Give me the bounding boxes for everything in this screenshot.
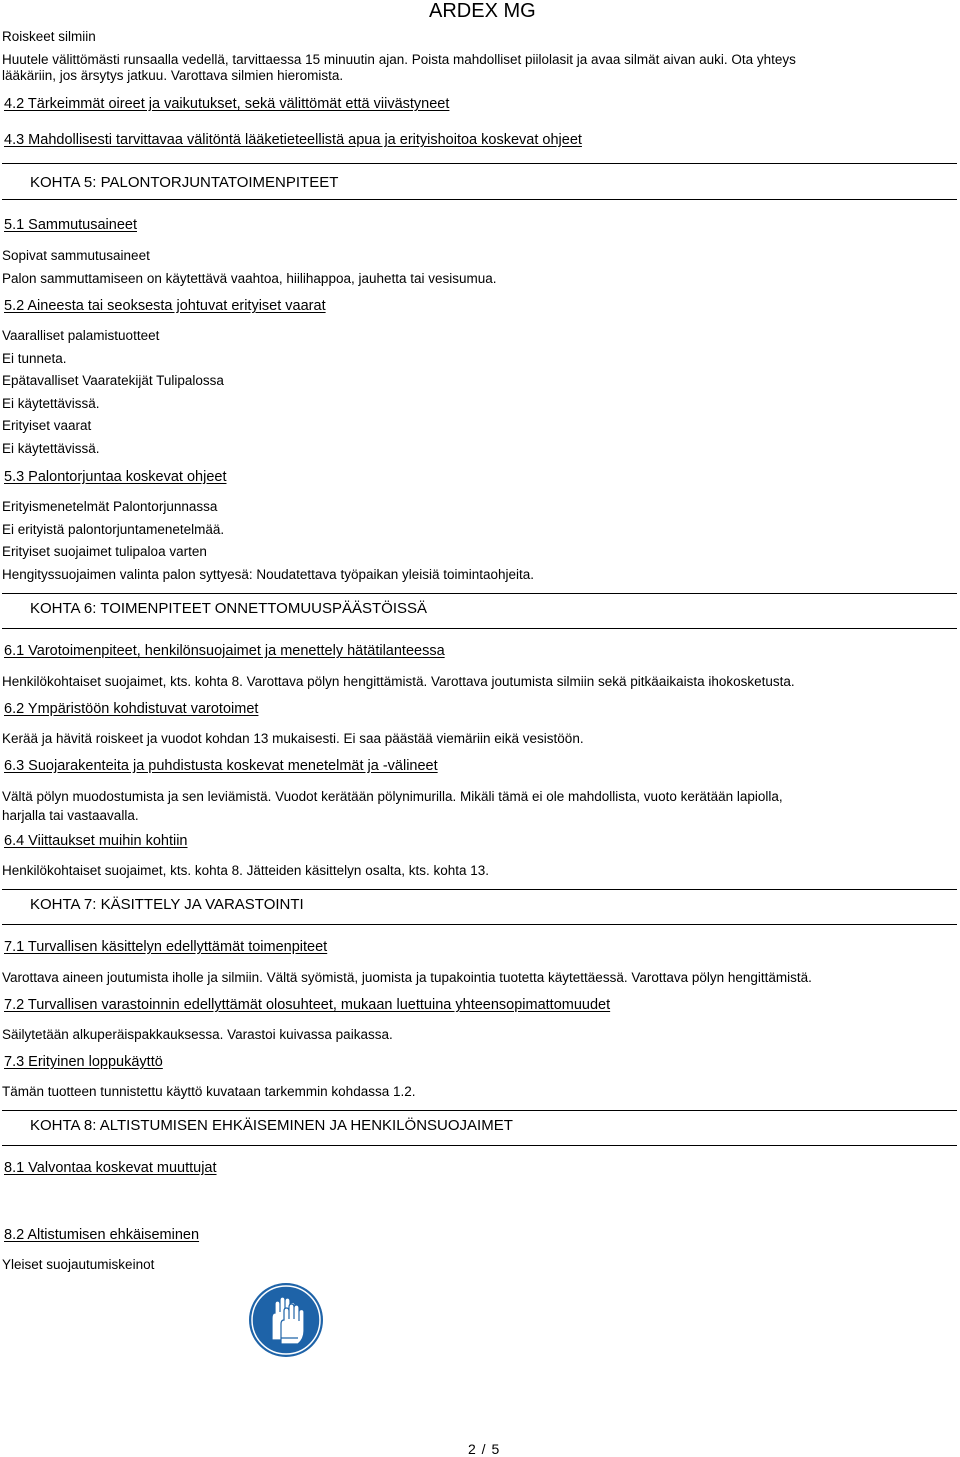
gloves-mandatory-sign-icon — [248, 1282, 324, 1358]
heading-4-2: 4.2 Tärkeimmät oireet ja vaikutukset, sekä välittömät että viivästyneet — [4, 96, 450, 112]
heading-6-3: 6.3 Suojarakenteita ja puhdistusta koskevat menetelmät ja -välineet — [4, 758, 438, 774]
section-8-title: KOHTA 8: ALTISTUMISEN EHKÄISEMINEN JA HENKILÖNSUOJAIMET — [30, 1117, 513, 1134]
heading-8-2: 8.2 Altistumisen ehkäiseminen — [4, 1227, 200, 1243]
text-7-1: Varottava aineen joutumista iholle ja silmiin. Vältä syömistä, juomista ja tupakointia tuotetta käytettäessä. Varottava pölyn hengittämistä. — [2, 970, 812, 985]
section-5-top-rule — [2, 163, 957, 164]
text-6-3-line-2: harjalla tai vastaavalla. — [2, 808, 139, 823]
menetelmat-label: Erityismenetelmät Palontorjunnassa — [2, 499, 218, 514]
vaaralliset-text: Ei tunneta. — [2, 351, 67, 366]
vaaralliset-label: Vaaralliset palamistuotteet — [2, 328, 160, 343]
heading-7-1: 7.1 Turvallisen käsittelyn edellyttämät toimenpiteet — [4, 939, 328, 955]
yleiset-label: Yleiset suojautumiskeinot — [2, 1257, 155, 1272]
section-5-bottom-rule — [2, 199, 957, 200]
epatavalliset-label: Epätavalliset Vaaratekijät Tulipalossa — [2, 373, 224, 388]
sopivat-text: Palon sammuttamiseen on käytettävä vaahtoa, hiilihappoa, jauhetta tai vesisumua. — [2, 271, 497, 286]
section-7-top-rule — [2, 889, 957, 890]
sopivat-label: Sopivat sammutusaineet — [2, 248, 150, 263]
section-8-top-rule — [2, 1110, 957, 1111]
epatavalliset-text: Ei käytettävissä. — [2, 396, 100, 411]
heading-6-2: 6.2 Ympäristöön kohdistuvat varotoimet — [4, 701, 259, 717]
section-7-title: KOHTA 7: KÄSITTELY JA VARASTOINTI — [30, 896, 304, 913]
suojaimet-label: Erityiset suojaimet tulipaloa varten — [2, 544, 207, 559]
text-6-2: Kerää ja hävitä roiskeet ja vuodot kohdan 13 mukaisesti. Ei saa päästää viemäriin eikä vesistöön. — [2, 731, 584, 746]
heading-8-1: 8.1 Valvontaa koskevat muuttujat — [4, 1160, 217, 1176]
suojaimet-text: Hengityssuojaimen valinta palon syttyesä: Noudatettava työpaikan yleisiä toimintaohjeita. — [2, 567, 535, 582]
heading-6-1: 6.1 Varotoimenpiteet, henkilönsuojaimet ja menettely hätätilanteessa — [4, 643, 445, 659]
erityiset-text: Ei käytettävissä. — [2, 441, 100, 456]
page-number: 2 / 5 — [468, 1441, 501, 1457]
erityiset-label: Erityiset vaarat — [2, 418, 92, 433]
company-name: ARDEX MG — [429, 0, 536, 22]
eye-text-line-1: Huutele välittömästi runsaalla vedellä, tarvittaessa 15 minuutin ajan. Poista mahdolliset piilolasit ja avaa silmät aivan auki. Ota yhteys — [2, 52, 796, 67]
section-6-bottom-rule — [2, 628, 957, 629]
section-7-bottom-rule — [2, 924, 957, 925]
heading-5-2: 5.2 Aineesta tai seoksesta johtuvat erityiset vaarat — [4, 298, 326, 314]
eye-text-line-2: lääkäriin, jos ärsytys jatkuu. Varottava silmien hieromista. — [2, 68, 344, 83]
menetelmat-text: Ei erityistä palontorjuntamenetelmää. — [2, 522, 225, 537]
section-6-title: KOHTA 6: TOIMENPITEET ONNETTOMUUSPÄÄSTÖISSÄ — [30, 600, 428, 617]
heading-5-3: 5.3 Palontorjuntaa koskevat ohjeet — [4, 469, 227, 485]
text-6-4: Henkilökohtaiset suojaimet, kts. kohta 8. Jätteiden käsittelyn osalta, kts. kohta 13. — [2, 863, 490, 878]
heading-5-1: 5.1 Sammutusaineet — [4, 217, 137, 233]
eye-label: Roiskeet silmiin — [2, 29, 96, 44]
section-8-bottom-rule — [2, 1145, 957, 1146]
text-7-3: Tämän tuotteen tunnistettu käyttö kuvataan tarkemmin kohdassa 1.2. — [2, 1084, 416, 1099]
heading-4-3: 4.3 Mahdollisesti tarvittavaa välitöntä lääketieteellistä apua ja erityishoitoa koskevat ohjeet — [4, 132, 582, 148]
text-6-1: Henkilökohtaiset suojaimet, kts. kohta 8. Varottava pölyn hengittämistä. Varottava joutumista silmiin sekä pitkäaikaista ihokosketusta. — [2, 674, 795, 689]
section-6-top-rule — [2, 593, 957, 594]
text-6-3-line-1: Vältä pölyn muodostumista ja sen leviämistä. Vuodot kerätään pölynimurilla. Mikäli tämä ei ole mahdollista, vuoto kerätään lapiolla, — [2, 789, 783, 804]
text-7-2: Säilytetään alkuperäispakkauksessa. Varastoi kuivassa paikassa. — [2, 1027, 393, 1042]
section-5-title: KOHTA 5: PALONTORJUNTATOIMENPITEET — [30, 174, 339, 191]
heading-7-2: 7.2 Turvallisen varastoinnin edellyttämät olosuhteet, mukaan luettuina yhteensopimattomuudet — [4, 997, 611, 1013]
heading-7-3: 7.3 Erityinen loppukäyttö — [4, 1054, 163, 1070]
heading-6-4: 6.4 Viittaukset muihin kohtiin — [4, 833, 188, 849]
